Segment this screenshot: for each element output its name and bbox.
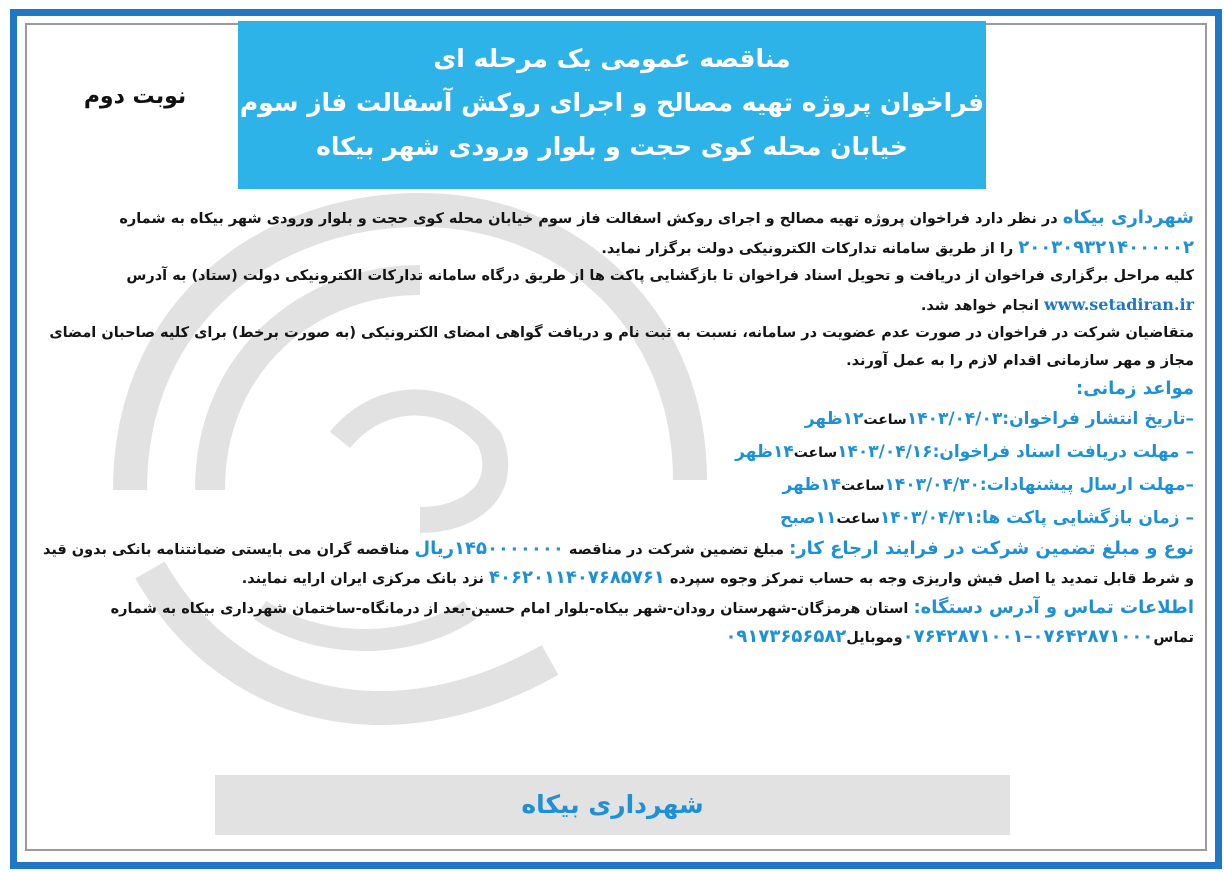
deadline-label: – زمان بازگشایی پاکت ها: — [975, 507, 1194, 528]
deadlines-title: مواعد زمانی: — [1076, 378, 1194, 399]
deadline-hour-word: ساعت — [836, 510, 880, 527]
process-text-1: کلیه مراحل برگزاری فراخوان از دریافت و تحویل اسناد فراخوان تا بازگشایی پاکت ها از طریق درگاه سامانه تدارکات الکترونیکی دولت (ستاد) به آدرس — [126, 268, 1194, 284]
contact-mobile: ۰۹۱۷۳۶۵۶۵۸۲ — [725, 626, 847, 647]
title-line-2: فراخوان پروژه تهیه مصالح و اجرای روکش آسفالت فاز سوم — [239, 88, 985, 117]
contact-title: اطلاعات تماس و آدرس دستگاه: — [913, 596, 1194, 618]
intro-text-1: در نظر دارد فراخوان پروژه تهیه مصالح و اجرای روکش اسفالت فاز سوم خیابان محله کوی حجت و بلوار ورودی شهر بیکاه به شماره — [119, 211, 1063, 227]
deadline-time: ۱۴ظهر — [782, 474, 842, 495]
notice-body — [32, 204, 1194, 653]
account-number: ۴۰۶۲۰۱۱۴۰۷۶۸۵۷۶۱ — [489, 567, 665, 588]
contact-phones: ۰۷۶۴۲۸۷۱۰۰۰–۰۷۶۴۲۸۷۱۰۰۱ — [902, 626, 1154, 647]
deadline-hour-word: ساعت — [793, 444, 838, 461]
contact-paragraph — [32, 594, 1194, 653]
title-line-1: مناقصه عمومی یک مرحله ای — [433, 44, 791, 73]
deadline-item — [32, 403, 1194, 436]
deadline-item — [32, 436, 1194, 469]
guarantee-text-1: مبلغ تضمین شرکت در مناقصه — [563, 541, 790, 558]
deadline-date: ۱۴۰۳/۰۴/۳۰ — [884, 474, 980, 495]
setad-link[interactable]: www.setadiran.ir — [1044, 294, 1194, 314]
deadline-hour-word: ساعت — [841, 477, 885, 494]
deadline-date: ۱۴۰۳/۰۴/۰۳ — [906, 408, 1003, 429]
deadline-item — [32, 502, 1194, 535]
deadline-item — [32, 469, 1194, 502]
deadline-hour-word: ساعت — [863, 411, 907, 428]
mobile-word: وموبایل — [846, 630, 903, 646]
guarantee-text-3: نزد بانک مرکزی ایران ارایه نمایند. — [241, 571, 490, 587]
intro-text-2: را از طریق سامانه تدارکات الکترونیکی دولت برگزار نماید. — [601, 240, 1019, 257]
deadline-label: –مهلت ارسال پیشنهادات: — [979, 474, 1194, 495]
deadline-label: –تاریخ انتشار فراخوان: — [1002, 408, 1194, 429]
guarantee-amount: ۱۴۵۰۰۰۰۰۰۰ریال — [414, 537, 564, 559]
guarantee-title: نوع و مبلغ تضمین شرکت در فرایند ارجاع کار: — [789, 537, 1194, 559]
footer-banner: شهرداری بیکاه — [215, 775, 1010, 835]
intro-paragraph — [32, 204, 1194, 263]
round-label: نوبت دوم — [83, 84, 187, 109]
deadline-time: ۱۱صبح — [780, 507, 837, 528]
process-text-2: انجام خواهد شد. — [920, 297, 1044, 314]
title-banner — [238, 21, 986, 189]
guarantee-text-2: مناقصه گران می بایستی ضمانتنامه بانکی بدون قید و شرط قابل تمدید یا اصل فیش واریزی وجه به حساب تمرکز وجوه سپرده — [42, 541, 1194, 587]
tender-number: ۲۰۰۳۰۹۳۲۱۴۰۰۰۰۰۲ — [1018, 236, 1194, 258]
process-paragraph — [32, 263, 1194, 320]
deadline-label: – مهلت دریافت اسناد فراخوان: — [932, 441, 1194, 462]
contact-text: استان هرمزگان-شهرستان رودان-شهر بیکاه-بلوار امام حسین-بعد از درمانگاه-ساختمان شهرداری بیکاه به شماره تماس — [110, 600, 1194, 646]
org-name: شهرداری بیکاه — [1062, 207, 1194, 228]
deadline-time: ۱۲ظهر — [804, 408, 864, 429]
deadline-time: ۱۴ظهر — [735, 441, 794, 462]
deadline-date: ۱۴۰۳/۰۴/۳۱ — [879, 507, 976, 528]
guarantee-paragraph — [32, 535, 1194, 594]
deadline-date: ۱۴۰۳/۰۴/۱۶ — [837, 441, 933, 462]
applicants-paragraph: متقاضیان شرکت در فراخوان در صورت عدم عضویت در سامانه، نسبت به ثبت نام و دریافت گواهی امضای الکترونیکی (به صورت برخط) برای کلیه صاحبان امضای مجاز و مهر سازمانی اقدام لازم را به عمل آورند. — [49, 325, 1194, 369]
title-line-3: خیابان محله کوی حجت و بلوار ورودی شهر بیکاه — [316, 132, 908, 161]
